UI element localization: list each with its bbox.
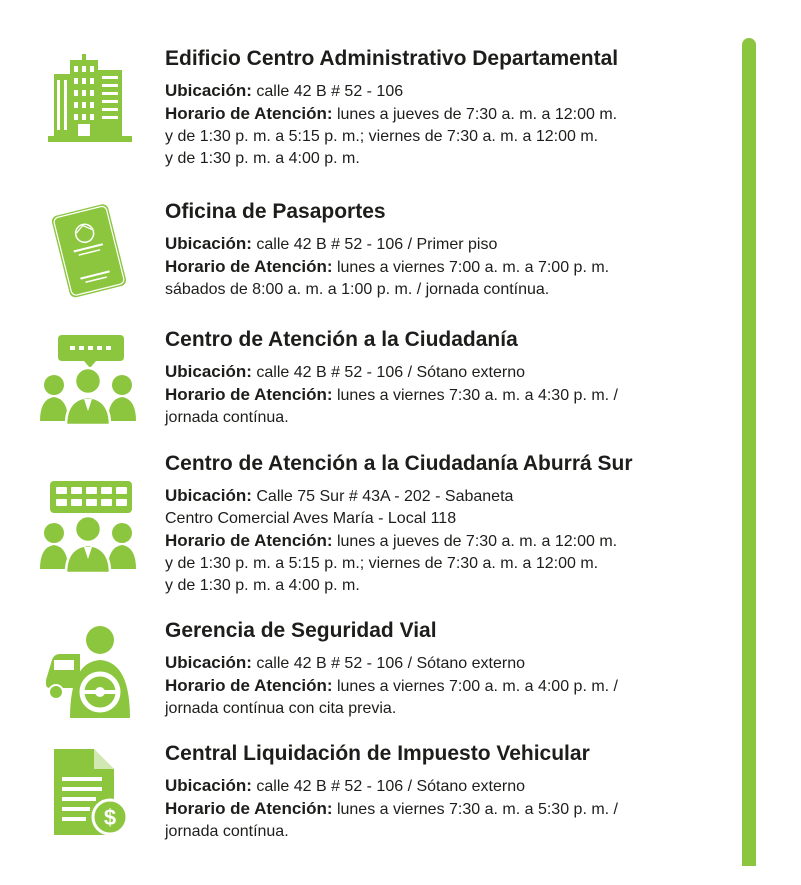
schedule-line bbox=[165, 256, 740, 279]
svg-text:$: $ bbox=[103, 805, 117, 830]
schedule-line bbox=[165, 530, 740, 553]
location-value: Calle 75 Sur # 43A - 202 - Sabaneta bbox=[256, 488, 514, 505]
office-title: Central Liquidación de Impuesto Vehicular bbox=[165, 742, 590, 765]
schedule-continuation: y de 1:30 p. m. a 4:00 p. m. bbox=[165, 150, 360, 167]
schedule-label: Horario de Atención: bbox=[165, 799, 333, 818]
location-value: calle 42 B # 52 - 106 / Sótano externo bbox=[256, 778, 525, 795]
location-label: Ubicación: bbox=[165, 486, 252, 505]
schedule-continuation: y de 1:30 p. m. a 4:00 p. m. bbox=[165, 577, 360, 594]
schedule-label: Horario de Atención: bbox=[165, 104, 333, 123]
citizen-service-icon bbox=[40, 331, 136, 427]
location-value: calle 42 B # 52 - 106 / Primer piso bbox=[256, 236, 498, 253]
office-title: Centro de Atención a la Ciudadanía bbox=[165, 328, 518, 351]
location-value: calle 42 B # 52 - 106 / Sótano externo bbox=[256, 364, 525, 381]
office-entry-text bbox=[165, 741, 740, 843]
location-value: calle 42 B # 52 - 106 / Sótano externo bbox=[256, 655, 525, 672]
schedule-line bbox=[165, 798, 740, 821]
location-line bbox=[165, 361, 740, 384]
schedule-line bbox=[165, 384, 740, 407]
schedule-value: lunes a viernes 7:00 a. m. a 7:00 p. m. bbox=[336, 259, 610, 276]
location-label: Ubicación: bbox=[165, 362, 252, 381]
schedule-continuation: y de 1:30 p. m. a 5:15 p. m.; viernes de 7:30 a. m. a 12:00 m. bbox=[165, 128, 599, 145]
location-label: Ubicación: bbox=[165, 234, 252, 253]
schedule-value: lunes a viernes 7:00 a. m. a 4:00 p. m. / bbox=[336, 678, 618, 695]
office-entry-text bbox=[165, 46, 740, 170]
office-title: Oficina de Pasaportes bbox=[165, 200, 386, 223]
location-value: calle 42 B # 52 - 106 bbox=[256, 83, 404, 100]
location-line bbox=[165, 652, 740, 675]
tax-document-icon bbox=[40, 745, 136, 841]
office-entry-text bbox=[165, 618, 740, 720]
schedule-line bbox=[165, 675, 740, 698]
schedule-continuation: jornada contínua con cita previa. bbox=[165, 700, 397, 717]
location-label: Ubicación: bbox=[165, 653, 252, 672]
schedule-continuation: jornada contínua. bbox=[165, 823, 289, 840]
schedule-continuation: sábados de 8:00 a. m. a 1:00 p. m. / jornada contínua. bbox=[165, 281, 550, 298]
schedule-value: lunes a viernes 7:30 a. m. a 5:30 p. m. / bbox=[336, 801, 618, 818]
location-line bbox=[165, 775, 740, 798]
accent-side-bar bbox=[742, 38, 756, 866]
location-line bbox=[165, 233, 740, 256]
office-entry-text bbox=[165, 199, 740, 301]
office-entry-text bbox=[165, 451, 740, 597]
schedule-line bbox=[165, 103, 740, 126]
location-continuation: Centro Comercial Aves María - Local 118 bbox=[165, 510, 457, 527]
passport-icon bbox=[40, 203, 136, 299]
office-title: Edificio Centro Administrativo Departamental bbox=[165, 47, 619, 70]
office-title: Gerencia de Seguridad Vial bbox=[165, 619, 437, 642]
schedule-value: lunes a jueves de 7:30 a. m. a 12:00 m. bbox=[336, 533, 618, 550]
citizen-service-screen-icon bbox=[40, 479, 136, 575]
location-line bbox=[165, 485, 740, 508]
schedule-label: Horario de Atención: bbox=[165, 531, 333, 550]
schedule-label: Horario de Atención: bbox=[165, 385, 333, 404]
building-icon bbox=[40, 52, 136, 148]
location-label: Ubicación: bbox=[165, 776, 252, 795]
schedule-value: lunes a jueves de 7:30 a. m. a 12:00 m. bbox=[336, 106, 618, 123]
schedule-label: Horario de Atención: bbox=[165, 676, 333, 695]
location-line bbox=[165, 80, 740, 103]
schedule-continuation: y de 1:30 p. m. a 5:15 p. m.; viernes de 7:30 a. m. a 12:00 m. bbox=[165, 555, 599, 572]
location-label: Ubicación: bbox=[165, 81, 252, 100]
schedule-label: Horario de Atención: bbox=[165, 257, 333, 276]
office-entry-text bbox=[165, 327, 740, 429]
schedule-continuation: jornada contínua. bbox=[165, 409, 289, 426]
schedule-value: lunes a viernes 7:30 a. m. a 4:30 p. m. / bbox=[336, 387, 618, 404]
driver-car-icon bbox=[40, 622, 136, 718]
office-title: Centro de Atención a la Ciudadanía Aburrá Sur bbox=[165, 452, 633, 475]
